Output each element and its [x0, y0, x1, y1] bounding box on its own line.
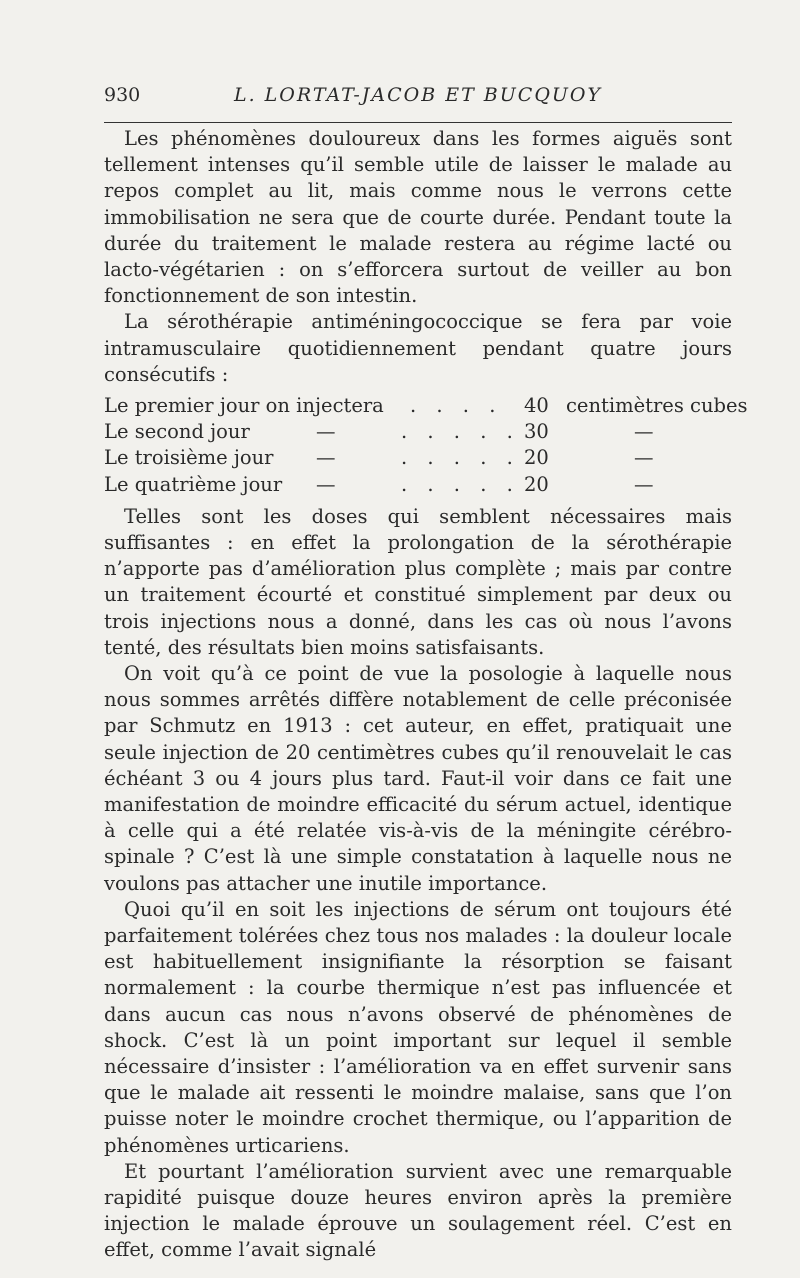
dose-day-label: Le premier jour on injectera: [104, 394, 384, 418]
ditto-dash: —: [634, 472, 654, 496]
paragraph: Et pourtant l’amélioration survient avec une remarquable rapidité puisque douze heures environ après la première injection le malade éprouve un soulagement réel. C’est en effet, comme l’avait signalé: [104, 1159, 732, 1262]
paragraph: On voit qu’à ce point de vue la posologie à laquelle nous nous sommes arrêtés diffère notablement de celle préconisée par Schmutz en 1913 : cet auteur, en effet, pratiquait une seule injection de 20 centimètres cubes qu’il renouvelait le cas échéant 3 ou 4 jours plus tard. Faut-il voir dans ce fait une manifestation de moindre efficacité du sérum actuel, identique à celle qui a été relatée vis-à-vis de la méningite cérébro-spinale ? C’est là une simple constatation à laquelle nous ne voulons pas attacher une inutile importance.: [104, 662, 732, 895]
dose-leader-dots: . . . . .: [401, 446, 520, 470]
dose-row: [104, 419, 732, 445]
paragraph: Les phénomènes douloureux dans les formes aiguës sont tellement intenses qu’il semble utile de laisser le malade au repos complet au lit, mais comme nous le verrons cette immobilisation ne sera que de courte durée. Pendant toute la durée du traitement le malade restera au régime lacté ou lacto-végétarien : on s’efforcera surtout de veiller au bon fonctionnement de son intestin.: [104, 127, 732, 308]
dose-value: 40: [524, 394, 549, 418]
dose-leader-dots: . . . . .: [401, 420, 520, 444]
dose-day-label: Le troisième jour: [104, 446, 274, 470]
dose-leader-dots: . . . .: [410, 394, 503, 418]
dose-leader-dots: . . . . .: [401, 472, 520, 496]
dose-table: [104, 393, 748, 498]
dose-value: 20: [524, 472, 549, 496]
ditto-dash: —: [316, 446, 336, 470]
dose-unit: centimètres cubes: [566, 394, 748, 418]
ditto-dash: —: [634, 446, 654, 470]
paragraph: La sérothérapie antiméningococcique se fera par voie intramusculaire quotidiennement pendant quatre jours consécutifs :: [104, 310, 732, 386]
body-text: [104, 126, 748, 1264]
ditto-dash: —: [316, 472, 336, 496]
page-header: [104, 84, 732, 114]
dose-day-label: Le second jour: [104, 420, 250, 444]
paragraph: Quoi qu’il en soit les injections de sérum ont toujours été parfaitement tolérées chez tous nos malades : la douleur locale est habituellement insignifiante la résorption se faisant normalement : la courbe thermique n’est pas influencée et dans aucun cas nous n’avons observé de phénomènes de shock. C’est là un point important sur lequel il semble nécessaire d’insister : l’amélioration va en effet survenir sans que le malade ait ressenti le moindre malaise, sans que l’on puisse noter le moindre crochet thermique, ou l’apparition de phénomènes urticariens.: [104, 897, 732, 1157]
dose-day-label: Le quatrième jour: [104, 472, 283, 496]
dose-row: [104, 445, 732, 471]
page-number: 930: [104, 84, 141, 106]
paragraph: Telles sont les doses qui semblent nécessaires mais suffisantes : en effet la prolongation de la sérothérapie n’apporte pas d’amélioration plus complète ; mais par contre un traitement écourté et constitué simplement par deux ou trois injections nous a donné, dans les cas où nous l’avons tenté, des résultats bien moins satisfaisants.: [104, 504, 732, 659]
ditto-dash: —: [316, 420, 336, 444]
dose-row: [104, 393, 748, 419]
dose-value: 30: [524, 420, 549, 444]
ditto-dash: —: [634, 420, 654, 444]
dose-row: [104, 472, 732, 498]
dose-value: 20: [524, 446, 549, 470]
header-rule: [104, 122, 732, 123]
running-title: L. LORTAT-JACOB ET BUCQUOY: [233, 84, 603, 106]
